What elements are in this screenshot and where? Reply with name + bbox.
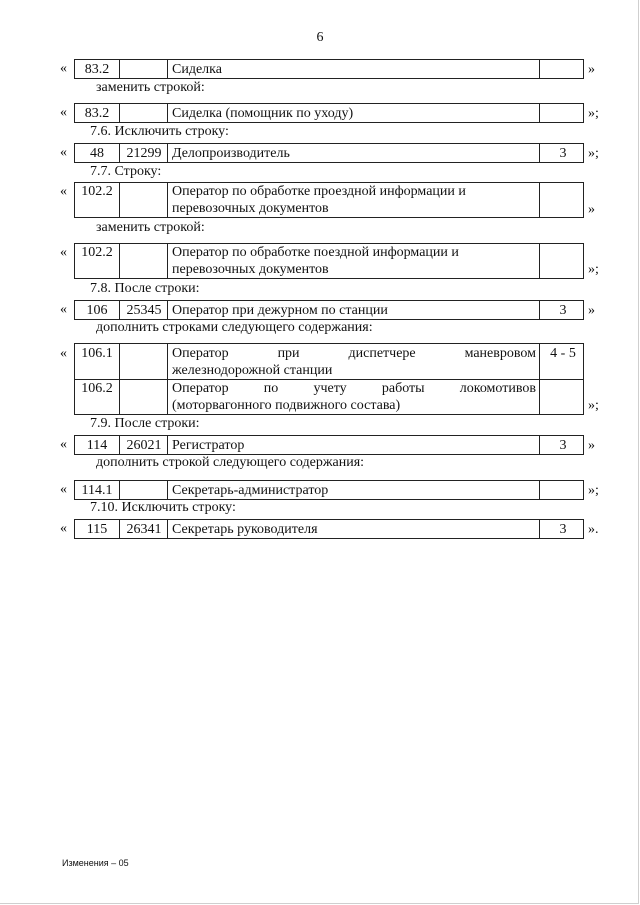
row-number: 48 [90,146,104,161]
table-row [74,182,584,218]
page-number: 6 [316,30,324,45]
row-grade: 3 [559,303,567,318]
instruction-text: заменить строкой: [96,80,205,95]
close-quote: » [588,62,595,77]
open-quote: « [60,521,67,536]
instruction-text: дополнить строками следующего содержания: [96,320,373,335]
table-row [74,243,584,279]
table-row [74,103,584,123]
row-number: 106.1 [81,346,113,361]
close-quote: » [588,202,595,217]
table-row [74,480,584,500]
row-number: 114.1 [81,483,113,498]
row-number: 114 [86,438,108,453]
row-title: Секретарь руководителя [172,522,318,537]
title-word: Оператор [172,346,229,361]
table-row [74,143,584,163]
open-quote: « [60,482,67,497]
open-quote: « [60,105,67,120]
open-quote: « [60,61,67,76]
title-word: локомотивов [459,381,536,396]
row-title-line2: перевозочных документов [172,201,329,216]
row-title: Сиделка [172,62,222,77]
table-row [74,435,584,455]
row-title-line2: железнодорожной станции [172,363,333,378]
row-grade: 3 [559,522,567,537]
title-word: работы [381,381,425,396]
title-word: маневровом [464,346,536,361]
section-heading: 7.9. После строки: [90,416,200,431]
close-quote: »; [588,483,599,498]
row-number: 102.2 [81,245,113,260]
row-title-line1 [172,381,536,397]
row-grade: 3 [559,146,567,161]
table-row [74,300,584,320]
row-grade: 4 - 5 [550,346,576,361]
section-heading: 7.10. Исключить строку: [90,500,236,515]
close-quote: » [588,303,595,318]
close-quote: » [588,438,595,453]
row-number: 106.2 [81,381,113,396]
row-number: 102.2 [81,184,113,199]
open-quote: « [60,245,67,260]
row-title-line1: Оператор по обработке проездной информации и [172,184,466,199]
table-row [74,343,584,380]
row-number: 106 [86,303,108,318]
row-code: 26021 [126,438,162,453]
title-word: учету [313,381,347,396]
row-title: Сиделка (помощник по уходу) [172,106,354,121]
title-word: при [277,346,300,361]
table-row [74,519,584,539]
row-number: 83.2 [84,106,110,121]
section-heading: 7.8. После строки: [90,281,200,296]
instruction-text: дополнить строкой следующего содержания: [96,455,365,470]
row-title: Делопроизводитель [172,146,290,161]
title-word: Оператор [172,381,229,396]
row-code: 21299 [126,146,162,161]
row-title-line2: (моторвагонного подвижного состава) [172,398,401,413]
open-quote: « [60,346,67,361]
row-grade: 3 [559,438,567,453]
open-quote: « [60,437,67,452]
close-quote: »; [588,146,599,161]
open-quote: « [60,302,67,317]
close-quote: ». [588,522,599,537]
title-word: диспетчере [348,346,416,361]
open-quote: « [60,145,67,160]
section-heading: 7.6. Исключить строку: [90,124,229,139]
row-title-line2: перевозочных документов [172,262,329,277]
row-title: Секретарь-администратор [172,483,329,498]
row-number: 115 [86,522,108,537]
row-title-line1 [172,346,536,362]
open-quote: « [60,184,67,199]
title-word: по [263,381,279,396]
footer-note: Изменения – 05 [62,858,129,868]
row-code: 26341 [126,522,162,537]
close-quote: »; [588,106,599,121]
table-row [74,59,584,79]
row-title: Оператор при дежурном по станции [172,303,388,318]
table-row [74,379,584,415]
row-number: 83.2 [84,62,110,77]
row-code: 25345 [126,303,162,318]
row-title-line1: Оператор по обработке поездной информации и [172,245,459,260]
row-title: Регистратор [172,438,245,453]
close-quote: »; [588,262,599,277]
close-quote: »; [588,398,599,413]
instruction-text: заменить строкой: [96,220,205,235]
section-heading: 7.7. Строку: [90,164,162,179]
